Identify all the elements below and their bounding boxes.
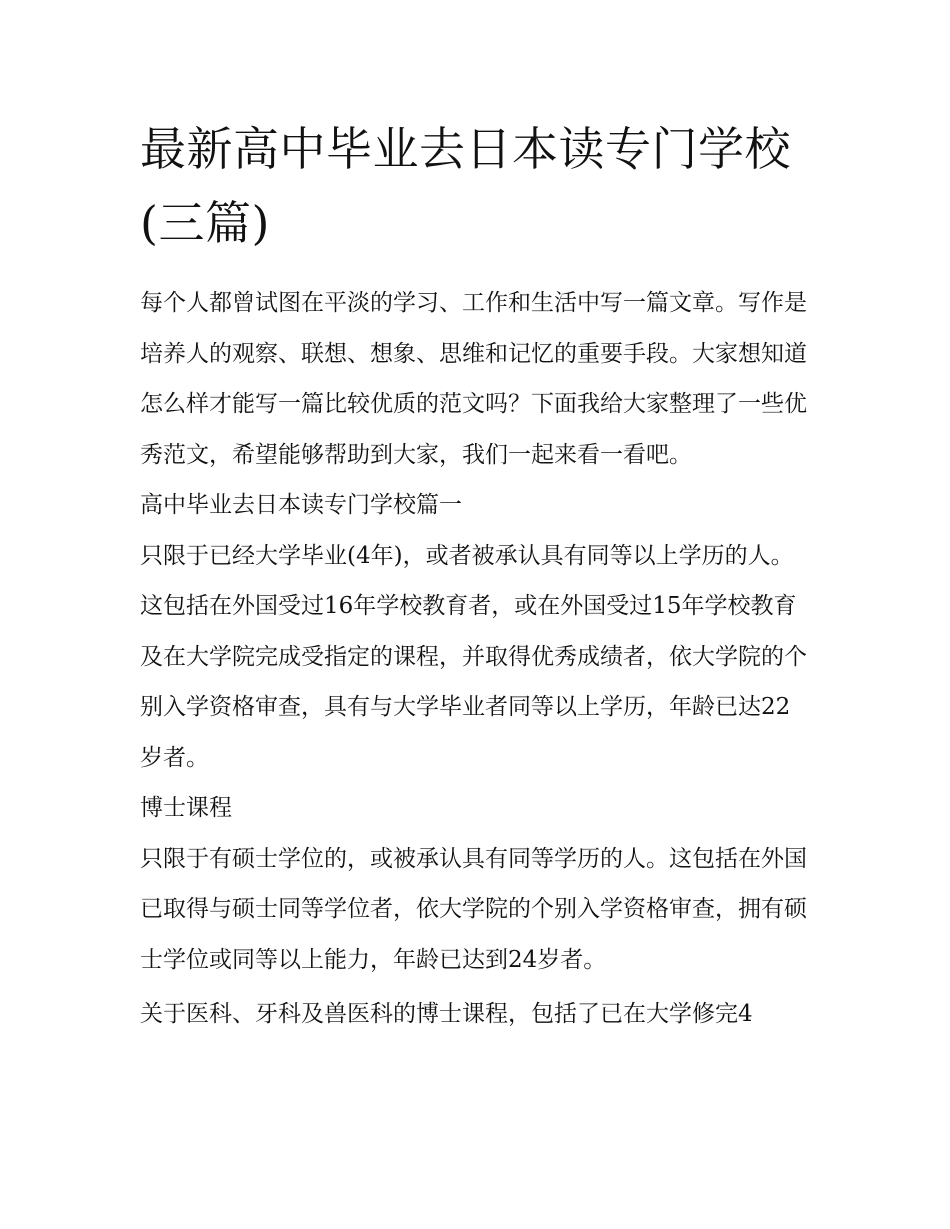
section-heading-1: 高中毕业去日本读专门学校篇一 [140, 492, 462, 518]
doctoral-course-heading: 博士课程 [140, 795, 232, 821]
master-requirements-paragraph: 只限于已经大学毕业(4年)，或者被承认具有同等以上学历的人。这包括在外国受过16年学校教育者，或在外国受过15年学校教育及在大学院完成受指定的课程，并取得优秀成绩者，依大学院的个别入学资格审查，具有与大学毕业者同等以上学历，年龄已达22岁者。 [140, 542, 807, 771]
document-page [140, 112, 812, 1040]
doctoral-requirements-paragraph: 只限于有硕士学位的，或被承认具有同等学历的人。这包括在外国已取得与硕士同等学位者，依大学院的个别入学资格审查，拥有硕士学位或同等以上能力，年龄已达到24岁者。 [140, 845, 807, 973]
medical-doctoral-paragraph: 关于医科、牙科及兽医科的博士课程，包括了已在大学修完4 [140, 1001, 753, 1027]
document-title: 最新高中毕业去日本读专门学校(三篇) [140, 122, 791, 250]
intro-paragraph: 每个人都曾试图在平淡的学习、工作和生活中写一篇文章。写作是培养人的观察、联想、想象、思维和记忆的重要手段。大家想知道怎么样才能写一篇比较优质的范文吗？下面我给大家整理了一些优秀范文，希望能够帮助到大家，我们一起来看一看吧。 [140, 290, 807, 468]
